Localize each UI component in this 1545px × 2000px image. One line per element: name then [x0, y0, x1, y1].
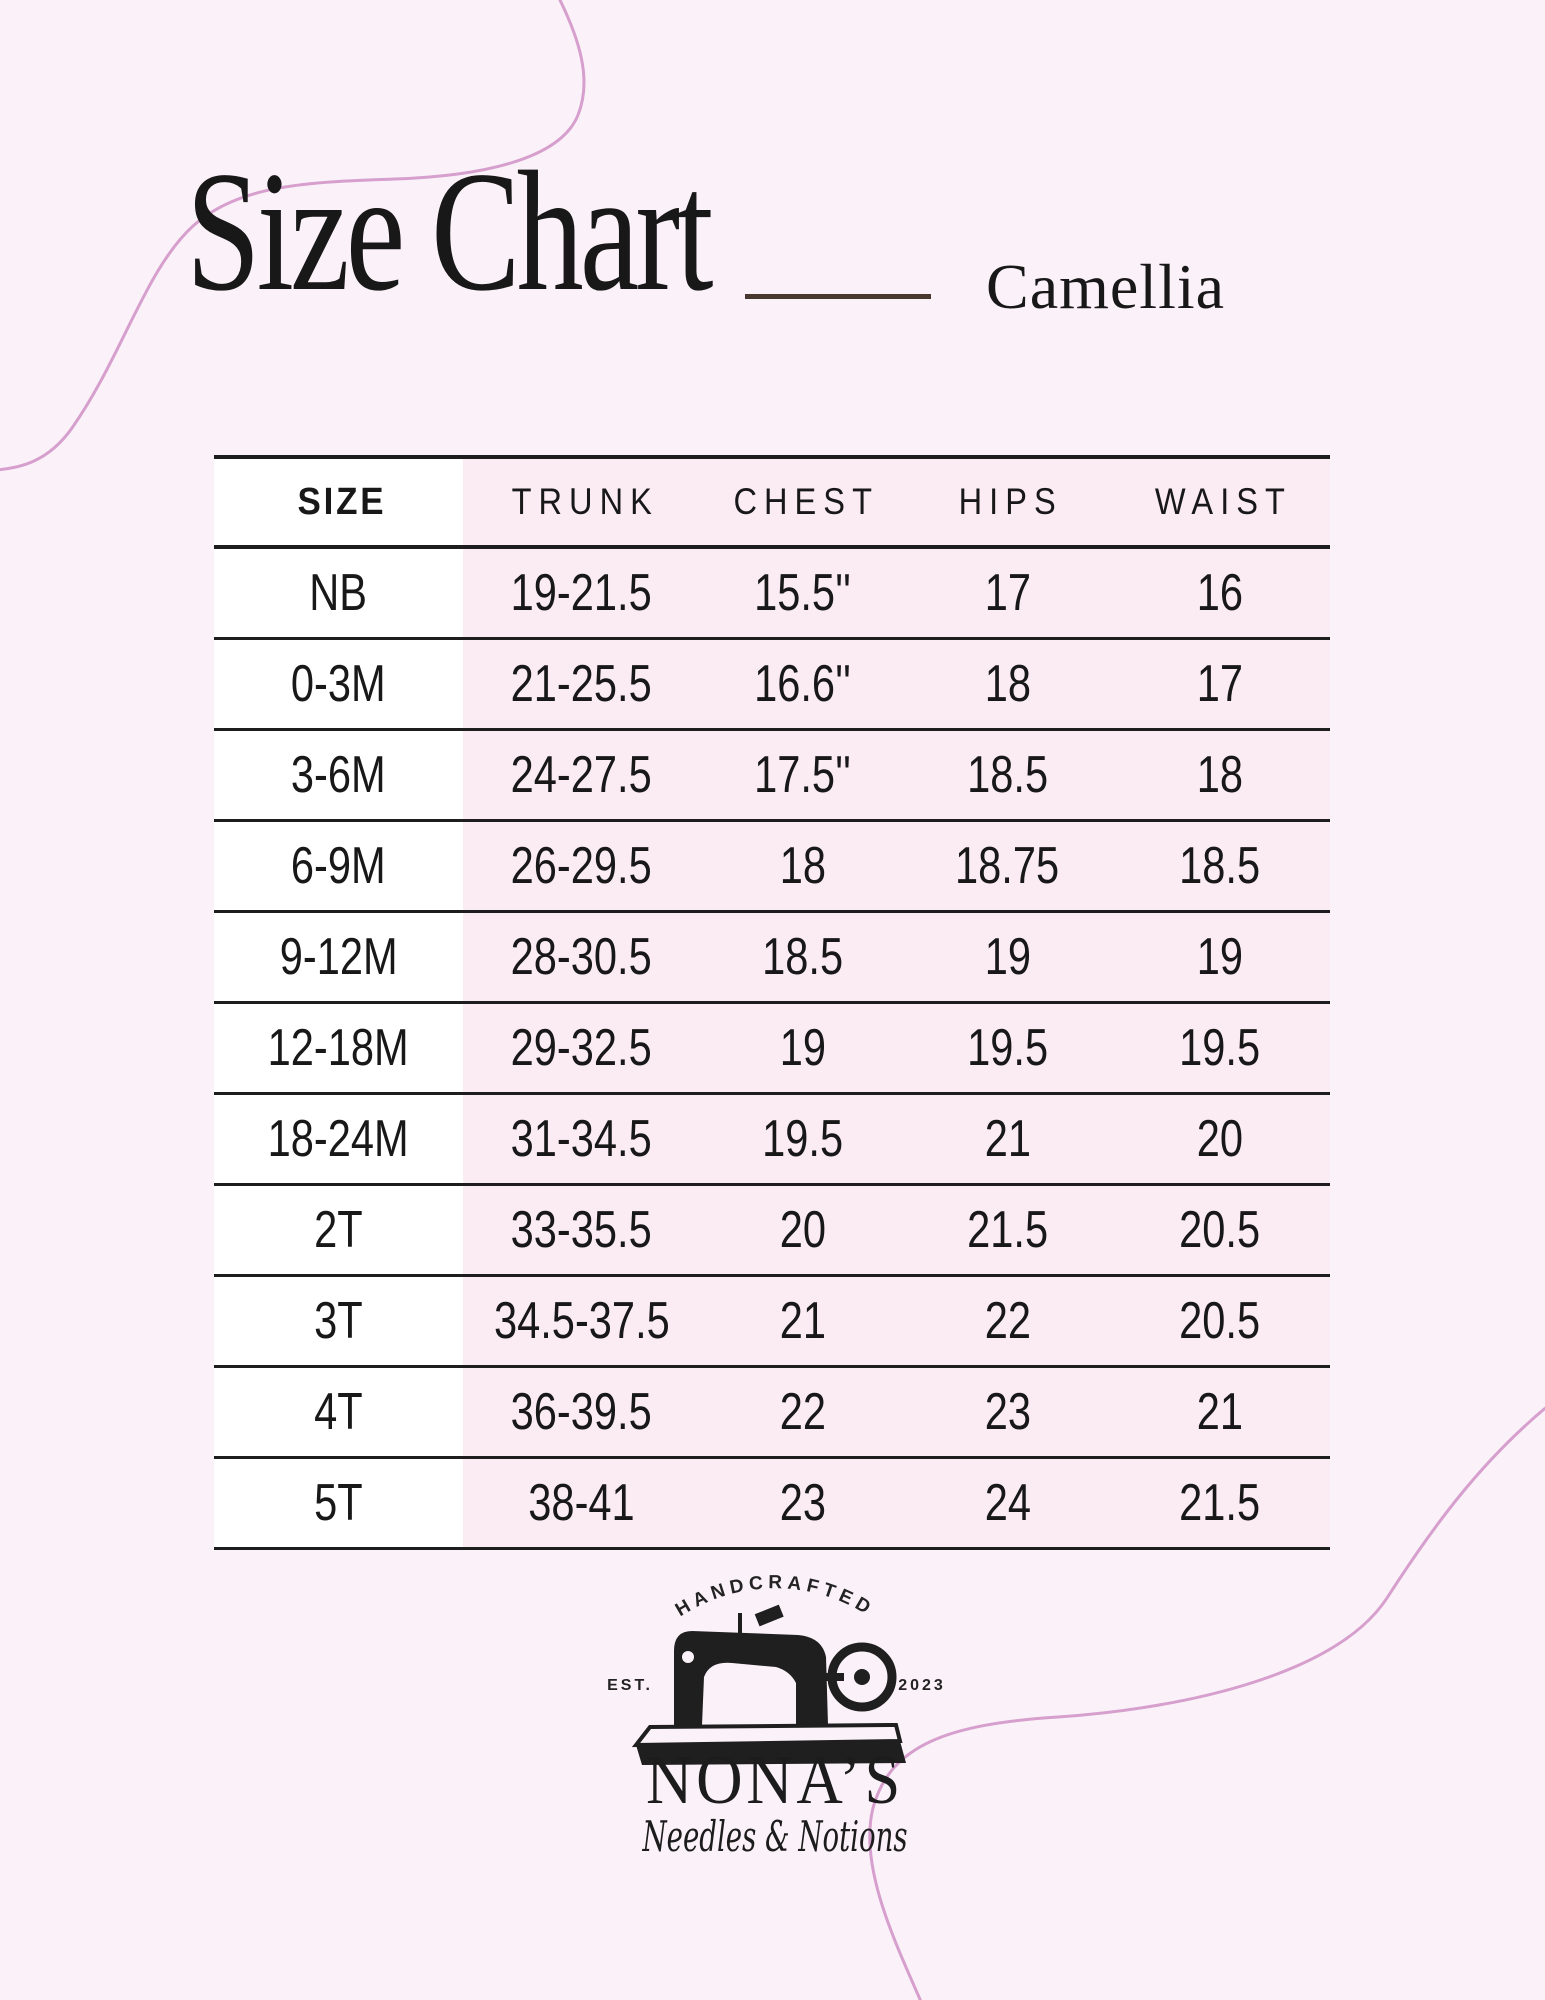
table-row	[214, 1277, 1330, 1368]
table-cell-value: 38-41	[528, 1474, 635, 1532]
column-header-trunk: TRUNK	[511, 481, 659, 522]
table-cell-value: 29-32.5	[510, 1019, 653, 1077]
table-cell-value: 22	[984, 1292, 1031, 1350]
table-cell-trunk	[463, 822, 700, 910]
table-cell-value: 18.5	[762, 928, 843, 986]
table-cell-value: 28-30.5	[510, 928, 653, 986]
table-cell-value: 21	[984, 1110, 1031, 1168]
table-cell-value: 19	[779, 1019, 826, 1077]
page-title: Size Chart	[186, 137, 710, 327]
table-cell-value: 36-39.5	[510, 1383, 653, 1441]
table-cell-value: 21.5	[967, 1201, 1048, 1259]
table-cell-waist	[1110, 1277, 1330, 1365]
table-header-row	[214, 459, 1330, 549]
est-label: EST.	[607, 1677, 653, 1694]
table-cell-trunk	[463, 1004, 700, 1092]
table-cell-value: 12-18M	[267, 1019, 410, 1077]
table-cell-chest	[700, 549, 905, 637]
table-cell-value: 21	[779, 1292, 826, 1350]
table-cell-hips	[905, 549, 1110, 637]
table-cell-value: 18.5	[967, 746, 1048, 804]
table-cell-value: 21-25.5	[510, 655, 653, 713]
table-cell-hips	[905, 1186, 1110, 1274]
table-cell-trunk	[463, 549, 700, 637]
table-cell-value: 24	[984, 1474, 1031, 1532]
table-cell-chest	[700, 1186, 905, 1274]
table-cell-size	[214, 1004, 463, 1092]
table-cell-waist	[1110, 1459, 1330, 1547]
table-cell-size	[214, 549, 463, 637]
table-cell-value: 23	[779, 1474, 826, 1532]
table-cell-trunk	[463, 1459, 700, 1547]
table-cell-size	[214, 640, 463, 728]
table-cell-value: 4T	[314, 1383, 363, 1441]
table-cell-value: NB	[309, 564, 368, 622]
handcrafted-arc-text: HANDCRAFTED	[671, 1572, 879, 1621]
table-cell-value: 20	[1196, 1110, 1244, 1168]
column-header-chest: CHEST	[733, 481, 879, 522]
table-cell-hips	[905, 1095, 1110, 1183]
table-cell-size	[214, 1277, 463, 1365]
table-cell-value: 16.6''	[754, 655, 851, 713]
product-name: Camellia	[986, 251, 1226, 322]
table-cell-value: 19.5	[967, 1019, 1048, 1077]
table-cell-value: 18	[1196, 746, 1244, 804]
table-cell-value: 20	[779, 1201, 826, 1259]
table-cell-value: 18	[779, 837, 826, 895]
table-cell-chest	[700, 1459, 905, 1547]
table-cell-waist	[1110, 1186, 1330, 1274]
table-cell-trunk	[463, 913, 700, 1001]
table-cell-trunk	[463, 640, 700, 728]
brand-name: NONA’S	[646, 1742, 904, 1819]
table-cell-chest	[700, 913, 905, 1001]
table-cell-trunk	[463, 731, 700, 819]
table-cell-hips	[905, 913, 1110, 1001]
column-header-waist: WAIST	[1154, 481, 1293, 522]
table-cell-waist	[1110, 640, 1330, 728]
table-cell-value: 19	[984, 928, 1031, 986]
table-cell-size	[214, 1095, 463, 1183]
table-cell-trunk	[463, 1368, 700, 1456]
table-cell-value: 19	[1196, 928, 1244, 986]
title-divider-line	[745, 294, 931, 299]
table-cell-value: 20.5	[1179, 1292, 1261, 1350]
table-cell-value: 17	[984, 564, 1031, 622]
sewing-machine-icon	[636, 1605, 906, 1765]
table-cell-size	[214, 1459, 463, 1547]
table-cell-value: 19.5	[1179, 1019, 1261, 1077]
table-row	[214, 549, 1330, 640]
table-cell-chest	[700, 822, 905, 910]
table-row	[214, 1004, 1330, 1095]
table-cell-size	[214, 913, 463, 1001]
table-cell-chest	[700, 1277, 905, 1365]
table-cell-value: 3-6M	[291, 746, 386, 804]
size-table	[214, 455, 1330, 1550]
brand-logo	[590, 1572, 960, 1895]
table-cell-chest	[700, 1368, 905, 1456]
brand-tagline: Needles & Notions	[641, 1812, 908, 1861]
table-cell-value: 18	[984, 655, 1031, 713]
table-cell-size	[214, 1368, 463, 1456]
table-cell-value: 2T	[314, 1201, 363, 1259]
table-cell-size	[214, 822, 463, 910]
table-cell-value: 16	[1196, 564, 1244, 622]
table-row	[214, 1459, 1330, 1550]
table-cell-value: 19.5	[762, 1110, 843, 1168]
table-cell-value: 3T	[314, 1292, 363, 1350]
table-cell-value: 33-35.5	[510, 1201, 653, 1259]
table-cell-waist	[1110, 913, 1330, 1001]
table-row	[214, 1095, 1330, 1186]
table-cell-chest	[700, 731, 905, 819]
table-cell-chest	[700, 1004, 905, 1092]
table-cell-waist	[1110, 1004, 1330, 1092]
table-cell-waist	[1110, 822, 1330, 910]
table-cell-value: 24-27.5	[510, 746, 653, 804]
table-cell-hips	[905, 640, 1110, 728]
table-cell-value: 6-9M	[291, 837, 386, 895]
column-header-size: SIZE	[214, 459, 463, 545]
table-cell-trunk	[463, 1186, 700, 1274]
table-cell-hips	[905, 1277, 1110, 1365]
table-cell-hips	[905, 822, 1110, 910]
table-cell-value: 23	[984, 1383, 1031, 1441]
table-cell-chest	[700, 640, 905, 728]
table-cell-hips	[905, 1368, 1110, 1456]
table-cell-trunk	[463, 1095, 700, 1183]
table-cell-value: 18.5	[1179, 837, 1261, 895]
table-cell-size	[214, 1186, 463, 1274]
table-cell-value: 26-29.5	[510, 837, 653, 895]
table-row	[214, 1186, 1330, 1277]
table-cell-value: 9-12M	[279, 928, 398, 986]
table-cell-waist	[1110, 731, 1330, 819]
table-cell-value: 5T	[314, 1474, 363, 1532]
table-cell-value: 21.5	[1179, 1474, 1261, 1532]
table-cell-value: 31-34.5	[510, 1110, 653, 1168]
table-cell-value: 21	[1196, 1383, 1244, 1441]
table-cell-value: 18.75	[955, 837, 1060, 895]
column-header-hips: HIPS	[958, 481, 1064, 522]
est-year: 2023	[898, 1677, 946, 1694]
table-cell-size	[214, 731, 463, 819]
table-cell-value: 0-3M	[291, 655, 386, 713]
table-cell-value: 17.5''	[754, 746, 851, 804]
table-cell-value: 22	[779, 1383, 826, 1441]
table-body	[214, 549, 1330, 1550]
table-row	[214, 822, 1330, 913]
table-cell-hips	[905, 1459, 1110, 1547]
table-cell-hips	[905, 731, 1110, 819]
table-cell-value: 17	[1196, 655, 1244, 713]
table-cell-chest	[700, 1095, 905, 1183]
table-row	[214, 731, 1330, 822]
table-cell-waist	[1110, 1095, 1330, 1183]
table-row	[214, 640, 1330, 731]
table-row	[214, 913, 1330, 1004]
table-cell-trunk	[463, 1277, 700, 1365]
table-cell-value: 20.5	[1179, 1201, 1261, 1259]
brand-logo-graphic	[590, 1572, 960, 1895]
table-cell-waist	[1110, 549, 1330, 637]
table-cell-value: 19-21.5	[510, 564, 653, 622]
table-row	[214, 1368, 1330, 1459]
table-cell-value: 34.5-37.5	[493, 1292, 670, 1350]
table-cell-hips	[905, 1004, 1110, 1092]
table-cell-value: 18-24M	[267, 1110, 410, 1168]
table-cell-waist	[1110, 1368, 1330, 1456]
table-cell-value: 15.5''	[754, 564, 851, 622]
